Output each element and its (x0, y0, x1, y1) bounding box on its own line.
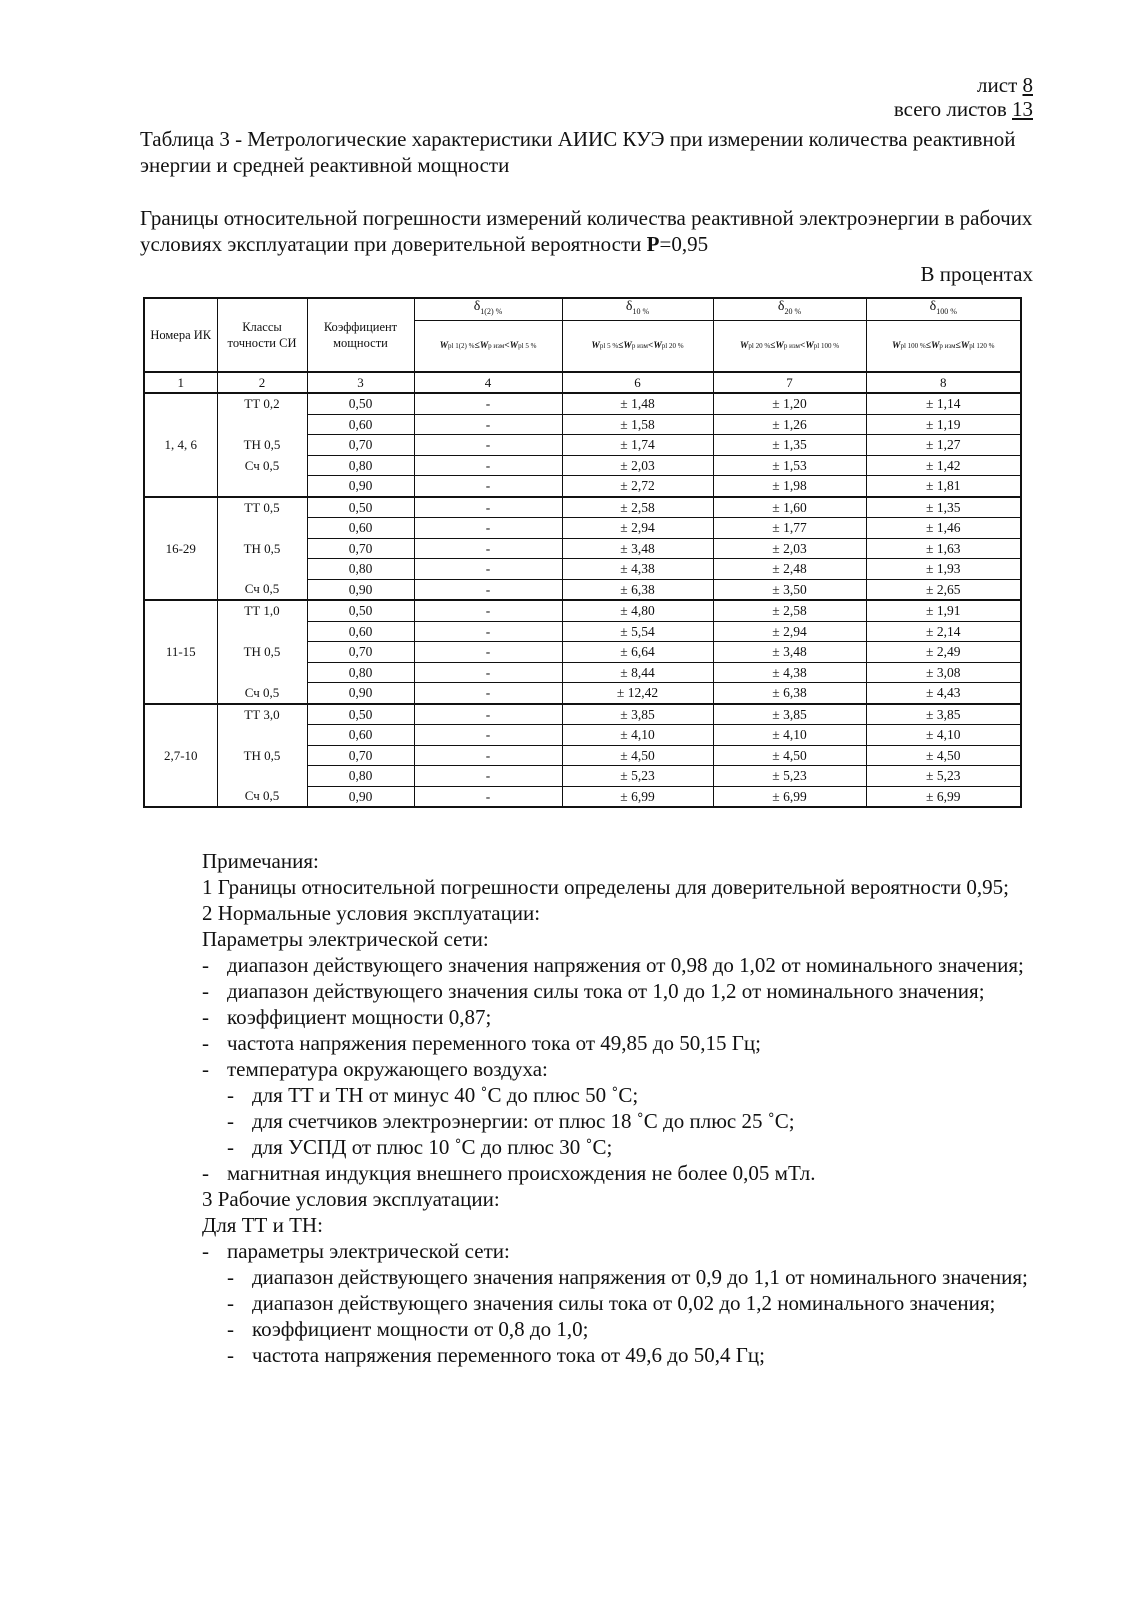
error-value-cell: ± 5,23 (562, 766, 713, 787)
intro-tail: =0,95 (659, 232, 709, 256)
list-dash: - (227, 1135, 234, 1159)
header-row-1 (144, 298, 1021, 320)
note-2-items (202, 952, 1037, 1082)
formula-operator: ≤ (618, 340, 624, 351)
formula-symbol: W (623, 340, 632, 351)
list-dash: - (202, 979, 209, 1003)
formula-symbol: W (775, 340, 784, 351)
error-value-cell: - (414, 497, 562, 518)
ik-number-cell: 2,7-10 (144, 704, 217, 808)
error-value-cell: ± 3,48 (713, 642, 866, 663)
formula-symbol: W (653, 340, 662, 351)
formula-subscript: р изм (939, 341, 956, 350)
error-value-cell: ± 1,35 (866, 497, 1021, 518)
error-value-cell: ± 4,80 (562, 600, 713, 621)
table-row (144, 662, 1021, 683)
power-factor-cell: 0,60 (307, 725, 414, 746)
accuracy-class-cell: Сч 0,5 (217, 683, 307, 704)
error-value-cell: - (414, 662, 562, 683)
error-value-cell: ± 1,35 (713, 435, 866, 456)
table-row (144, 642, 1021, 663)
formula-operator: < (647, 340, 654, 351)
error-value-cell: ± 2,65 (866, 579, 1021, 600)
column-number: 7 (713, 372, 866, 394)
table-row (144, 725, 1021, 746)
note-2-temperature-items (202, 1082, 1037, 1160)
table-row (144, 579, 1021, 600)
error-value-cell: ± 3,08 (866, 662, 1021, 683)
formula-operator: ≤ (955, 340, 961, 351)
error-value-cell: ± 4,38 (713, 662, 866, 683)
accuracy-class-cell (217, 518, 307, 539)
list-dash: - (202, 1031, 209, 1055)
error-value-cell: ± 4,10 (713, 725, 866, 746)
formula-subscript: р изм (631, 341, 648, 350)
accuracy-class-cell (217, 662, 307, 683)
ik-number-cell: 11-15 (144, 600, 217, 704)
error-value-cell: - (414, 414, 562, 435)
error-value-cell: ± 6,99 (562, 786, 713, 807)
error-value-cell: ± 1,27 (866, 435, 1021, 456)
note-list-item (227, 1134, 1037, 1160)
error-value-cell: ± 5,23 (713, 766, 866, 787)
delta-symbol: δ (929, 299, 937, 314)
power-factor-cell: 0,80 (307, 455, 414, 476)
formula-symbol: W (479, 340, 489, 351)
list-dash: - (227, 1291, 234, 1315)
error-value-cell: ± 4,50 (866, 745, 1021, 766)
error-value-cell: - (414, 786, 562, 807)
formula-symbol: W (960, 340, 970, 351)
error-value-cell: ± 4,50 (713, 745, 866, 766)
formula-subscript: pl 20 % (661, 341, 684, 350)
delta-subscript: 10 % (632, 306, 650, 316)
delta-subscript: 1(2) % (480, 306, 503, 316)
note-list-item (227, 1316, 1037, 1342)
formula-subscript: pl 100 % (813, 341, 840, 350)
formula-subscript: pl 5 % (518, 341, 537, 350)
header-delta-1-2 (414, 298, 562, 320)
note-item-text: частота напряжения переменного тока от 49,6 до 50,4 Гц; (252, 1343, 765, 1367)
sheet-number: 8 (1022, 73, 1033, 97)
formula-symbol: W (930, 340, 940, 351)
table-row (144, 393, 1021, 414)
column-number: 1 (144, 372, 217, 394)
power-factor-cell: 0,90 (307, 476, 414, 497)
error-value-cell: - (414, 518, 562, 539)
formula-operator: < (799, 340, 806, 351)
formula-subscript: pl 5 % (599, 341, 619, 350)
total-sheets-line (894, 97, 1033, 121)
intro-text: Границы относительной погрешности измерений количества реактивной электроэнергии в рабочих условиях эксплуатации при доверительной вероятности (140, 206, 1033, 256)
power-factor-cell: 0,90 (307, 786, 414, 807)
notes-section (202, 848, 1037, 1368)
error-value-cell: ± 1,26 (713, 414, 866, 435)
accuracy-class-cell: ТТ 3,0 (217, 704, 307, 725)
error-value-cell: ± 1,58 (562, 414, 713, 435)
accuracy-class-cell (217, 476, 307, 497)
error-value-cell: ± 1,48 (562, 393, 713, 414)
error-value-cell: ± 5,23 (866, 766, 1021, 787)
column-number: 3 (307, 372, 414, 394)
header-accuracy-classes: Классы точности СИ (217, 298, 307, 372)
range-formula-20 (713, 320, 866, 372)
error-value-cell: ± 2,72 (562, 476, 713, 497)
accuracy-class-cell: ТТ 0,5 (217, 497, 307, 518)
note-item-text: для УСПД от плюс 10 ˚С до плюс 30 ˚С; (252, 1135, 613, 1159)
note-3-items (202, 1264, 1037, 1368)
error-value-cell: ± 6,64 (562, 642, 713, 663)
column-number: 2 (217, 372, 307, 394)
table-row (144, 559, 1021, 580)
note-item-text: диапазон действующего значения напряжения от 0,9 до 1,1 от номинального значения; (252, 1265, 1028, 1289)
error-value-cell: ± 1,98 (713, 476, 866, 497)
error-value-cell: ± 4,10 (866, 725, 1021, 746)
table-row (144, 476, 1021, 497)
error-value-cell: - (414, 621, 562, 642)
column-number: 6 (562, 372, 713, 394)
header-delta-10 (562, 298, 713, 320)
table-row (144, 414, 1021, 435)
note-2-params: Параметры электрической сети: (202, 927, 489, 951)
error-value-cell: ± 1,93 (866, 559, 1021, 580)
error-value-cell: ± 3,85 (562, 704, 713, 725)
header-delta-20 (713, 298, 866, 320)
table-row (144, 455, 1021, 476)
power-factor-cell: 0,70 (307, 538, 414, 559)
note-1: 1 Границы относительной погрешности определены для доверительной вероятности 0,95; (202, 875, 1010, 899)
error-value-cell: ± 2,03 (713, 538, 866, 559)
table-row (144, 600, 1021, 621)
formula-symbol: W (805, 340, 814, 351)
accuracy-class-cell: ТН 0,5 (217, 642, 307, 663)
list-dash: - (227, 1083, 234, 1107)
note-3-for: Для ТТ и ТН: (202, 1213, 323, 1237)
table-row (144, 745, 1021, 766)
note-3: 3 Рабочие условия эксплуатации: (202, 1187, 500, 1211)
accuracy-class-cell: ТН 0,5 (217, 435, 307, 456)
power-factor-cell: 0,80 (307, 662, 414, 683)
sheet-label: лист (977, 73, 1018, 97)
error-value-cell: ± 2,94 (562, 518, 713, 539)
note-list-item (227, 1108, 1037, 1134)
list-dash: - (202, 1161, 209, 1185)
delta-symbol: δ (777, 299, 785, 314)
accuracy-class-cell: Сч 0,5 (217, 455, 307, 476)
error-value-cell: - (414, 683, 562, 704)
error-value-cell: ± 4,38 (562, 559, 713, 580)
table-row (144, 704, 1021, 725)
table-row (144, 497, 1021, 518)
note-list-item (202, 1056, 1037, 1082)
ik-number-cell: 16-29 (144, 497, 217, 601)
delta-symbol: δ (473, 299, 481, 314)
list-dash: - (227, 1343, 234, 1367)
note-list-item (202, 1004, 1037, 1030)
error-value-cell: - (414, 725, 562, 746)
accuracy-class-cell (217, 414, 307, 435)
column-number: 4 (414, 372, 562, 394)
accuracy-class-cell (217, 559, 307, 580)
table-row (144, 435, 1021, 456)
table-title: Таблица 3 - Метрологические характеристики АИИС КУЭ при измерении количества реактивной энергии и средней реактивной мощности (140, 127, 1016, 177)
note-2: 2 Нормальные условия эксплуатации: (202, 901, 541, 925)
ik-number-cell: 1, 4, 6 (144, 393, 217, 497)
metrology-table (143, 297, 1022, 808)
list-dash: - (202, 1239, 209, 1263)
error-value-cell: ± 2,48 (713, 559, 866, 580)
formula-symbol: W (509, 340, 519, 351)
power-factor-cell: 0,60 (307, 414, 414, 435)
accuracy-class-cell: Сч 0,5 (217, 579, 307, 600)
note-item-text: для счетчиков электроэнергии: от плюс 18 ˚С до плюс 25 ˚С; (252, 1109, 795, 1133)
error-value-cell: ± 5,54 (562, 621, 713, 642)
error-value-cell: - (414, 455, 562, 476)
error-value-cell: - (414, 745, 562, 766)
accuracy-class-cell: ТТ 1,0 (217, 600, 307, 621)
error-value-cell: ± 6,99 (866, 786, 1021, 807)
note-2-magnetic: - магнитная индукция внешнего происхождения не более 0,05 мТл. (202, 1161, 816, 1185)
table-row (144, 683, 1021, 704)
formula-symbol: W (892, 340, 901, 351)
header-power-factor: Коэффициент мощности (307, 298, 414, 372)
accuracy-class-cell: ТТ 0,2 (217, 393, 307, 414)
power-factor-cell: 0,60 (307, 518, 414, 539)
error-value-cell: ± 6,99 (713, 786, 866, 807)
error-value-cell: ± 1,19 (866, 414, 1021, 435)
note-3-params: - параметры электрической сети: (202, 1239, 510, 1263)
list-dash: - (202, 953, 209, 977)
note-list-item (227, 1290, 1037, 1316)
note-item-text: температура окружающего воздуха: (227, 1057, 548, 1081)
error-value-cell: ± 6,38 (562, 579, 713, 600)
list-dash: - (227, 1109, 234, 1133)
error-value-cell: - (414, 766, 562, 787)
table-row (144, 786, 1021, 807)
range-formula-100 (866, 320, 1021, 372)
error-value-cell: ± 1,74 (562, 435, 713, 456)
power-factor-cell: 0,50 (307, 704, 414, 725)
sheet-info (894, 73, 1033, 121)
formula-symbol: W (739, 340, 749, 351)
table-row (144, 518, 1021, 539)
note-item-text: для ТТ и ТН от минус 40 ˚С до плюс 50 ˚С; (252, 1083, 639, 1107)
error-value-cell: ± 4,43 (866, 683, 1021, 704)
accuracy-class-cell (217, 621, 307, 642)
power-factor-cell: 0,60 (307, 621, 414, 642)
intro-bold-p: P (646, 232, 660, 256)
intro-paragraph (140, 205, 1035, 257)
error-value-cell: ± 1,91 (866, 600, 1021, 621)
note-list-item (227, 1082, 1037, 1108)
note-item-text: коэффициент мощности от 0,8 до 1,0; (252, 1317, 589, 1341)
error-value-cell: ± 1,81 (866, 476, 1021, 497)
range-formula-10 (562, 320, 713, 372)
formula-symbol: W (591, 340, 600, 351)
formula-symbol: W (439, 340, 449, 351)
error-value-cell: ± 6,38 (713, 683, 866, 704)
error-value-cell: ± 1,20 (713, 393, 866, 414)
accuracy-class-cell (217, 725, 307, 746)
delta-symbol: δ (625, 299, 633, 314)
formula-subscript: pl 20 % (748, 341, 771, 350)
header-ik-numbers: Номера ИК (144, 298, 217, 372)
error-value-cell: ± 1,53 (713, 455, 866, 476)
power-factor-cell: 0,90 (307, 579, 414, 600)
error-value-cell: ± 8,44 (562, 662, 713, 683)
error-value-cell: ± 1,42 (866, 455, 1021, 476)
error-value-cell: ± 4,50 (562, 745, 713, 766)
error-value-cell: ± 12,42 (562, 683, 713, 704)
total-sheets-number: 13 (1012, 97, 1033, 121)
accuracy-class-cell: ТН 0,5 (217, 538, 307, 559)
accuracy-class-cell: Сч 0,5 (217, 786, 307, 807)
note-list-item (227, 1342, 1037, 1368)
unit-note: В процентах (920, 262, 1033, 286)
error-value-cell: - (414, 642, 562, 663)
power-factor-cell: 0,70 (307, 435, 414, 456)
notes-heading: Примечания: (202, 849, 319, 873)
list-dash: - (227, 1317, 234, 1341)
error-value-cell: ± 2,49 (866, 642, 1021, 663)
error-value-cell: - (414, 538, 562, 559)
formula-operator: ≤ (474, 340, 480, 351)
error-value-cell: - (414, 559, 562, 580)
formula-subscript: pl 100 % (900, 341, 926, 350)
formula-subscript: р изм (783, 341, 800, 350)
note-item-text: диапазон действующего значения напряжения от 0,98 до 1,02 от номинального значения; (227, 953, 1024, 977)
note-item-text: диапазон действующего значения силы тока от 1,0 до 1,2 от номинального значения; (227, 979, 985, 1003)
power-factor-cell: 0,70 (307, 745, 414, 766)
error-value-cell: ± 1,63 (866, 538, 1021, 559)
accuracy-class-cell: ТН 0,5 (217, 745, 307, 766)
power-factor-cell: 0,80 (307, 559, 414, 580)
total-sheets-label: всего листов (893, 97, 1007, 121)
delta-subscript: 100 % (936, 306, 957, 316)
sheet-number-line (894, 73, 1033, 97)
formula-subscript: pl 120 % (969, 341, 995, 350)
note-item-text: диапазон действующего значения силы тока от 0,02 до 1,2 номинального значения; (252, 1291, 996, 1315)
error-value-cell: - (414, 579, 562, 600)
accuracy-class-cell (217, 766, 307, 787)
error-value-cell: ± 2,94 (713, 621, 866, 642)
list-dash: - (227, 1265, 234, 1289)
note-list-item (202, 1030, 1037, 1056)
list-dash: - (202, 1057, 209, 1081)
error-value-cell: ± 3,85 (713, 704, 866, 725)
note-item-text: частота напряжения переменного тока от 49,85 до 50,15 Гц; (227, 1031, 761, 1055)
error-value-cell: ± 2,14 (866, 621, 1021, 642)
note-item-text: коэффициент мощности 0,87; (227, 1005, 492, 1029)
table-row (144, 621, 1021, 642)
error-value-cell: ± 1,77 (713, 518, 866, 539)
error-value-cell: ± 1,14 (866, 393, 1021, 414)
delta-subscript: 20 % (784, 306, 802, 316)
formula-subscript: pl 1(2) % (448, 341, 475, 350)
error-value-cell: ± 2,58 (562, 497, 713, 518)
power-factor-cell: 0,70 (307, 642, 414, 663)
power-factor-cell: 0,90 (307, 683, 414, 704)
table-row (144, 538, 1021, 559)
range-formula-1-2 (414, 320, 562, 372)
error-value-cell: ± 2,58 (713, 600, 866, 621)
power-factor-cell: 0,50 (307, 600, 414, 621)
list-dash: - (202, 1005, 209, 1029)
error-value-cell: - (414, 476, 562, 497)
error-value-cell: ± 4,10 (562, 725, 713, 746)
error-value-cell: ± 1,60 (713, 497, 866, 518)
error-value-cell: - (414, 393, 562, 414)
formula-operator: ≤ (925, 340, 931, 351)
error-value-cell: - (414, 704, 562, 725)
error-value-cell: ± 1,46 (866, 518, 1021, 539)
power-factor-cell: 0,50 (307, 393, 414, 414)
formula-subscript: р изм (488, 341, 505, 350)
column-number: 8 (866, 372, 1021, 394)
error-value-cell: - (414, 435, 562, 456)
error-value-cell: ± 3,85 (866, 704, 1021, 725)
error-value-cell: ± 2,03 (562, 455, 713, 476)
table-row (144, 766, 1021, 787)
column-number-row (144, 372, 1021, 394)
error-value-cell: - (414, 600, 562, 621)
power-factor-cell: 0,80 (307, 766, 414, 787)
header-delta-100 (866, 298, 1021, 320)
error-value-cell: ± 3,48 (562, 538, 713, 559)
formula-operator: < (504, 340, 510, 351)
formula-operator: ≤ (770, 340, 776, 351)
note-list-item (227, 1264, 1037, 1290)
note-list-item (202, 978, 1037, 1004)
note-list-item (202, 952, 1037, 978)
error-value-cell: ± 3,50 (713, 579, 866, 600)
power-factor-cell: 0,50 (307, 497, 414, 518)
